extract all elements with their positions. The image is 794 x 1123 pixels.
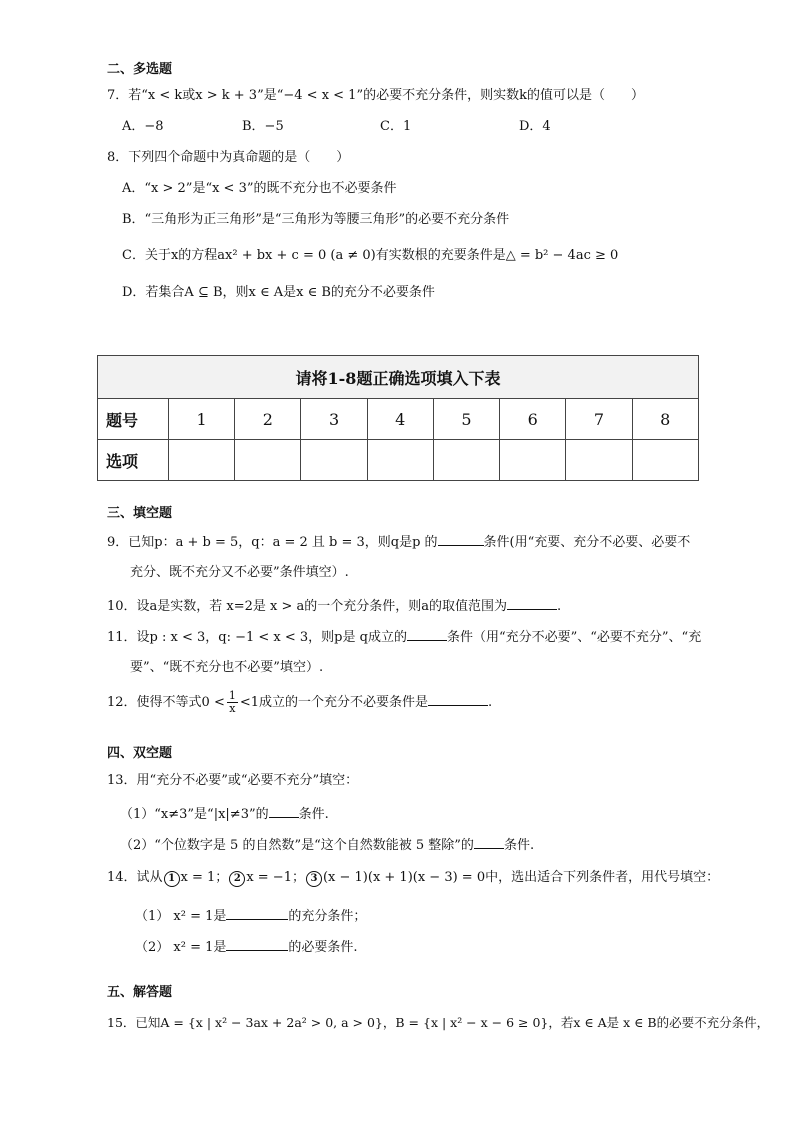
answer-blank[interactable] <box>438 532 484 546</box>
question-number-cell: 4 <box>367 399 433 440</box>
circled-number-2: 2 <box>229 871 245 887</box>
question-14-stem <box>107 869 719 887</box>
q7-option-d: D．4 <box>519 119 551 134</box>
q7-option-a: A．−8 <box>122 119 164 134</box>
q14-text-d: (x − 1)(x + 1)(x − 3) = 0中，选出适合下列条件者，用代号填空： <box>322 870 720 885</box>
answer-table-number-row <box>98 399 699 440</box>
answer-blank[interactable] <box>226 906 288 920</box>
question-7-stem: 7．若“x < k或x > k + 3”是“−4 < x < 1”的必要不充分条件，则实数k的值可以是（ ） <box>107 88 644 103</box>
fraction-numerator: 1 <box>228 689 236 702</box>
question-13-part-1 <box>120 804 329 824</box>
answer-blank[interactable] <box>428 692 488 706</box>
question-number-cell: 2 <box>235 399 301 440</box>
answer-cell[interactable] <box>301 440 367 481</box>
question-13-stem: 13．用“充分不必要”或“必要不充分”填空： <box>107 773 359 788</box>
question-10 <box>107 596 561 616</box>
row-label-choice: 选项 <box>98 440 169 481</box>
q12-text-c: . <box>488 695 493 710</box>
q14-text-b: x = 1； <box>180 870 229 885</box>
answer-cell[interactable] <box>367 440 433 481</box>
q14-2-text-b: 的必要条件. <box>288 940 358 955</box>
answer-cell[interactable] <box>632 440 698 481</box>
question-number-cell: 6 <box>500 399 566 440</box>
answer-blank[interactable] <box>407 627 447 641</box>
question-number-cell: 1 <box>169 399 235 440</box>
answer-cell[interactable] <box>500 440 566 481</box>
q8-option-c: C．关于x的方程ax² + bx + c = 0 (a ≠ 0)有实数根的充要条件是△ = b² − 4ac ≥ 0 <box>122 248 619 263</box>
answer-blank[interactable] <box>269 804 299 818</box>
q12-text-b: <1成立的一个充分不必要条件是 <box>239 695 429 710</box>
q10-text-a: 10．设a是实数，若 x=2是 x > a的一个充分条件，则a的取值范围为 <box>107 599 508 614</box>
question-14-part-2 <box>135 937 358 957</box>
question-13-part-2 <box>120 835 534 855</box>
question-11-line-2: 要”、“既不充分也不必要”填空）. <box>130 660 324 675</box>
q9-text-b: 条件(用“充要、充分不必要、必要不 <box>483 535 691 550</box>
section-title-solution: 五、解答题 <box>107 985 173 1000</box>
answer-cell[interactable] <box>433 440 499 481</box>
question-number-cell: 8 <box>632 399 698 440</box>
q14-1-text-b: 的充分条件； <box>288 909 367 924</box>
answer-cell[interactable] <box>169 440 235 481</box>
question-11-line-1 <box>107 627 701 647</box>
q13-1-text-a: （1）“x≠3”是“|x|≠3”的 <box>120 807 269 822</box>
q14-2-text-a: （2） x² = 1是 <box>135 940 227 955</box>
q12-text-a: 12．使得不等式0 < <box>107 695 225 710</box>
question-15-stem: 15．已知A = {x | x² − 3ax + 2a² > 0, a > 0}，B = {x | x² − x − 6 ≥ 0}，若x ∈ A是 x ∈ B的必要不充分条件， <box>107 1015 770 1030</box>
answer-table <box>97 355 699 481</box>
q14-1-text-a: （1） x² = 1是 <box>135 909 227 924</box>
answer-table-title: 请将1-8题正确选项填入下表 <box>98 356 699 399</box>
answer-blank[interactable] <box>226 937 288 951</box>
question-8-stem: 8．下列四个命题中为真命题的是（ ） <box>107 150 350 165</box>
fraction-denominator: x <box>229 702 236 715</box>
question-14-part-1 <box>135 906 366 926</box>
q13-2-text-a: （2）“个位数字是 5 的自然数”是“这个自然数能被 5 整除”的 <box>120 838 474 853</box>
circled-number-1: 1 <box>164 871 180 887</box>
q13-1-text-b: 条件. <box>298 807 329 822</box>
question-number-cell: 7 <box>566 399 632 440</box>
question-number-cell: 3 <box>301 399 367 440</box>
q13-2-text-b: 条件. <box>503 838 535 853</box>
q14-text-a: 14．试从 <box>107 870 163 885</box>
circled-number-3: 3 <box>306 871 322 887</box>
section-title-double-blank: 四、双空题 <box>107 746 173 761</box>
answer-cell[interactable] <box>566 440 632 481</box>
answer-table-choice-row <box>98 440 699 481</box>
q11-text-a: 11．设p : x < 3，q: −1 < x < 3，则p是 q成立的 <box>107 630 407 645</box>
q8-option-d: D．若集合A ⊆ B，则x ∈ A是x ∈ B的充分不必要条件 <box>122 285 435 300</box>
answer-cell[interactable] <box>235 440 301 481</box>
q7-option-b: B．−5 <box>242 119 284 134</box>
q10-text-b: . <box>557 599 562 614</box>
q14-text-c: x = −1； <box>246 870 305 885</box>
q8-option-b: B．“三角形为正三角形”是“三角形为等腰三角形”的必要不充分条件 <box>122 212 510 227</box>
row-label-question-number: 题号 <box>98 399 169 440</box>
answer-blank[interactable] <box>507 596 557 610</box>
q9-text-a: 9．已知p：a + b = 5，q：a = 2 且 b = 3，则q是p 的 <box>107 535 438 550</box>
question-number-cell: 5 <box>433 399 499 440</box>
question-12 <box>107 688 492 718</box>
q7-option-c: C．1 <box>380 119 412 134</box>
q8-option-a: A．“x > 2”是“x < 3”的既不充分也不必要条件 <box>122 181 397 196</box>
question-9-line-2: 充分、既不充分又不必要”条件填空）. <box>130 565 349 580</box>
section-title-multiple-choice: 二、多选题 <box>107 62 173 77</box>
section-title-fill-blank: 三、填空题 <box>107 506 173 521</box>
answer-blank[interactable] <box>474 835 504 849</box>
question-9-line-1 <box>107 532 690 552</box>
q11-text-b: 条件（用“充分不必要”、“必要不充分”、“充 <box>446 630 702 645</box>
fraction-one-over-x <box>227 690 238 715</box>
